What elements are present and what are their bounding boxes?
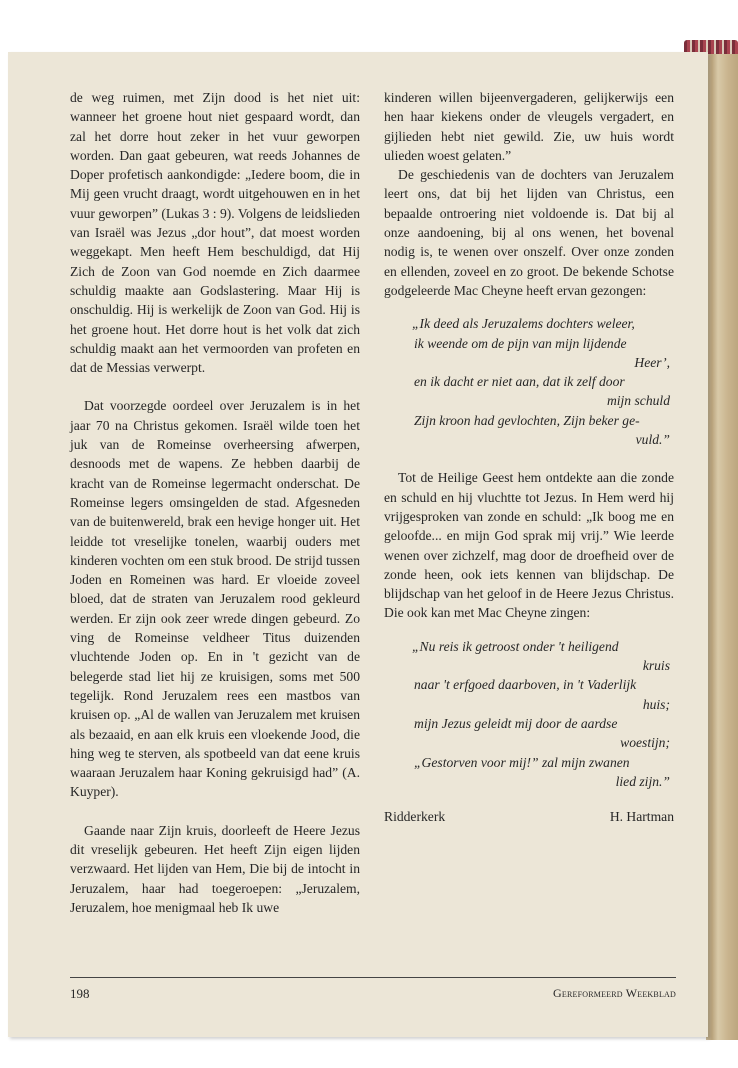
footer-divider (70, 977, 676, 978)
signature-author: H. Hartman (609, 809, 674, 825)
poem-line-continuation: huis; (642, 696, 670, 712)
paragraph: Gaande naar Zijn kruis, doorleeft de Heere Jezus dit vreselijk gebeuren. Het heeft Zijn eigen lijden verzwaard. Het lijden van Hem, Die bij de intocht in Jeruzalem, haar had toegeroepen: „Jeruzalem, Jeruzalem, hoe menigmaal heb Ik uwe (70, 822, 360, 915)
page-number: 198 (70, 986, 90, 1001)
poem-stanza (384, 637, 674, 791)
poem-line: naar 't erfgoed daarboven, in 't Vaderlijk (414, 677, 637, 693)
poem-line-continuation: mijn schuld (606, 393, 670, 409)
page-edge (706, 50, 738, 1040)
paragraph: de weg ruimen, met Zijn dood is het niet uit: wanneer het groene hout niet gespaard wordt, dan zal het dorre hout zeker in het vuur geworpen worden. Dan gaat gebeuren, wat reeds Johannes de Doper profetisch aankondigde: „Iedere boom, die in Mij geen vrucht draagt, wordt uitgehouwen en in het vuur geworpen” (Lukas 3 : 9). Volgens de leidslieden van Israël was Jezus „dor hout”, dat moest worden weggekapt. Men heeft Hem beschuldigd, dat Hij Zich de Zoon van God noemde en Zich daarmee schuldig maakte aan Godslastering. Maar Hij is onschuldig. Hij is werkelijk de Zoon van God. Hij is het groene hout. Het dorre hout is het volk dat zich schuldig maakt aan het vermoorden van profeten en dat de Messias verwerpt. (70, 90, 360, 376)
poem-line: Zijn kroon had gevlochten, Zijn beker ge- (414, 412, 640, 428)
poem-line-continuation: vuld.” (635, 432, 670, 448)
publication-name: Gereformeerd Weekblad (553, 986, 676, 1000)
poem-line: en ik dacht er niet aan, dat ik zelf door (414, 374, 625, 390)
poem-line-continuation: woestijn; (620, 735, 670, 751)
paragraph: Dat voorzegde oordeel over Jeruzalem is in het jaar 70 na Christus gekomen. Israël wilde toen het juk van de Romeinse overheersing afwerpen, desnoods met de wapens. Ze hebben daarbij de kracht van de Romeinse legermacht onderschat. De Romeinse legers omsingelden de stad. Afgesneden van de buitenwereld, brak een hevige honger uit. Het leidde tot vreselijke tonelen, waarbij ouders met kinderen vochten om een stuk brood. De strijd tussen Joden en Romeinen was hard. Er vloeide zoveel bloed, dat de straten van Jeruzalem rood gekleurd werden. Er zijn ook zeer wrede dingen gebeurd. Zo ving de Romeinse veldheer Titus duizenden vluchtende Joden op. En in 't gezicht van de belegerde stad liet hij ze kruisigen, soms met 500 tegelijk. Rond Jeruzalem rees een mastbos van kruisen op. „Al de wallen van Jeruzalem met kruisen als bezaaid, en aan elk kruis een vloekende Jood, die hing weg te sterven, als spotbeeld van dat eene kruis waaraan Jeruzalem haar Koning gekruisigd had” (A. Kuyper). (70, 398, 360, 800)
poem-stanza (384, 314, 674, 449)
poem-line: „Ik deed als Jeruzalems dochters weleer, (412, 316, 635, 332)
poem-line: ik weende om de pijn van mijn lijdende (414, 335, 627, 351)
paragraph: kinderen willen bijeenvergaderen, gelijkerwijs een hen haar kiekens onder de vleugels vergadert, en gijlieden hebt niet gewild. Zie, uw huis wordt ulieden woest gelaten.” (384, 90, 674, 163)
paragraph: De geschiedenis van de dochters van Jeruzalem leert ons, dat bij het lijden van Christus, een bepaalde ontroering niet voldoende is. Dat bij al onze aandoening, bij al ons wenen, het bovenal nodig is, te wenen over onszelf. Over onze zonden en ellenden, zoveel en zo groot. De bekende Schotse godgeleerde Mac Cheyne heeft ervan gezongen: (384, 167, 674, 298)
poem-line-continuation: kruis (642, 658, 670, 674)
poem-line: „Nu reis ik getroost onder 't heiligend (412, 638, 619, 654)
poem-line-continuation: Heer’, (634, 354, 670, 370)
poem-line-continuation: lied zijn.” (615, 773, 670, 789)
right-column (384, 88, 674, 826)
poem-line: „Gestorven voor mij!” zal mijn zwanen (414, 754, 630, 770)
left-column (70, 88, 360, 917)
signature (384, 807, 674, 826)
poem-line: mijn Jezus geleidt mij door de aardse (414, 715, 618, 731)
signature-place: Ridderkerk (384, 809, 446, 825)
paragraph: Tot de Heilige Geest hem ontdekte aan die zonde en schuld en hij vluchtte tot Jezus. In Hem werd hij vrijgesproken van zonde en schuld: „Ik boog me en geloofde... en mijn God sprak mij vrij.” Wie leerde wenen over zichzelf, mag door de droefheid over de zonde heen, ook iets kennen van blijdschap. De blijdschap van het geloof in de Heere Jezus Christus. Die ook kan met Mac Cheyne zingen: (384, 470, 674, 621)
